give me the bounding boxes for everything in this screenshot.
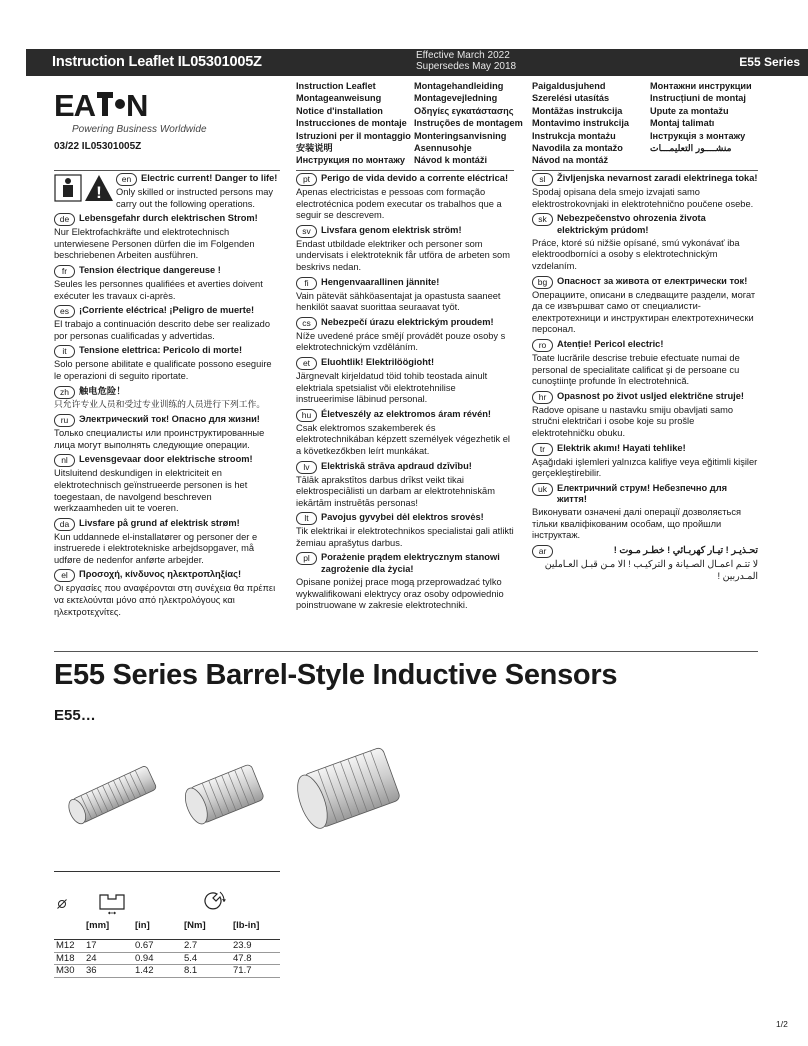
warning-body: Opisane poniżej prace mogą przeprowadzać tylko wykwalifikowani elektrycy oraz osoby odpowiednio poinstruowane w zakresie elektrotechniki.: [296, 577, 504, 611]
warning-body: Csak elektromos szakemberek és elektrotechnikában képzett személyek végezhetik el a következőkben leírt munkákat.: [296, 422, 510, 456]
warning-title: Opasnost po život usljed električne struje!: [557, 390, 745, 401]
lang-code: da: [54, 518, 75, 531]
warning-title: Elektriskā strāva apdraud dzīvību!: [321, 460, 472, 471]
warning-body: Práce, ktoré sú nižšie opísané, smú vykonávať iba elektroodborníci a osoby s elektrotechnickým vzdelaním.: [532, 237, 740, 271]
warning-lv: [296, 461, 514, 510]
ml-title: Szerelési utasítás: [532, 93, 610, 104]
warning-nl: [54, 454, 280, 514]
warning-bg: [532, 276, 758, 336]
col-header-mm: [mm]: [86, 920, 110, 932]
ml-title: Instruction Leaflet: [296, 81, 376, 91]
warning-title: Levensgevaar door elektrische stroom!: [79, 454, 253, 465]
col-header-in: [in]: [135, 920, 150, 932]
col-header-lb-in: [lb-in]: [233, 920, 260, 932]
lang-code: tr: [532, 443, 553, 456]
warning-body: Järgnevalt kirjeldatud töid tohib teostada ainult elektriala spetsialist või elektrotehnilise instrueerimise läbinud personal.: [296, 370, 488, 405]
svg-text:N: N: [126, 89, 149, 119]
warning-ar: [532, 545, 758, 582]
lang-code: pl: [296, 552, 317, 565]
cell: 2.7: [182, 940, 231, 953]
warning-body: لا تتـم اعمـال الصـيانة و التركيـب ! الا مـن قبـل العـاملين المـدربين !: [544, 559, 758, 581]
cell: 17: [84, 940, 133, 953]
supersedes-date: Supersedes May 2018: [416, 61, 517, 72]
ml-title: Instrucțiuni de montaj: [650, 93, 746, 104]
table-row: [54, 965, 280, 978]
lang-code: hr: [532, 391, 553, 404]
col-header-nm: [Nm]: [184, 920, 206, 932]
ml-title: Montavimo instrukcija: [532, 118, 629, 129]
ml-title: Instruções de montagem: [414, 118, 523, 129]
ml-title: Navodila za montažo: [532, 143, 623, 154]
warning-body: Tālāk aprakstītos darbus drīkst veikt tikai elektrospeciālisti un darbam ar elektrotehniskām iekārtām instruētās personas!: [296, 474, 495, 508]
ml-titles-col-4: [650, 80, 770, 154]
warning-lt: [296, 512, 514, 549]
lang-code: es: [54, 305, 75, 318]
warning-title: Atenție! Pericol electric!: [557, 338, 664, 349]
effective-date: Effective March 2022: [416, 50, 510, 61]
cell: 23.9: [231, 940, 280, 953]
diameter-icon: [56, 898, 68, 910]
warning-title: Življenjska nevarnost zaradi elektrinega toka!: [557, 173, 758, 183]
warning-title: Elektrik akımı! Hayati tehlike!: [557, 442, 686, 453]
ml-titles-col-2: [414, 80, 532, 167]
warning-title: 触电危险！: [79, 385, 126, 396]
warning-body: Toate lucrările descrise trebuie efectuate numai de personal de specialitate calificat şi de persoane cu cunoştiinţe profunde în electrotehnică.: [532, 352, 740, 387]
effective-dates: [416, 50, 516, 72]
warning-title: Eluohtlik! Elektrilöögioht!: [321, 356, 435, 367]
warning-title: تحـذيـر ! تيـار كهربـائي ! خطـر مـوت !: [613, 545, 758, 556]
warning-body: 只允许专业人员和受过专业训练的人员进行下列工作。: [54, 399, 266, 410]
cell: 8.1: [182, 965, 231, 978]
warning-hr: [532, 391, 758, 440]
warning-pl: [296, 552, 514, 611]
ml-title: Notice d'installation: [296, 105, 383, 116]
warning-title: Προσοχή, κίνδυνος ηλεκτροπληξίας!: [79, 569, 242, 580]
eaton-logo: [54, 89, 152, 124]
warning-sk: [532, 213, 758, 272]
warning-hu: [296, 409, 514, 458]
wrench-size-icon: [94, 891, 130, 917]
warning-body: Níže uvedené práce smějí provádět pouze osoby s elektrotechnickým vzděláním.: [296, 330, 506, 353]
lang-code: de: [54, 213, 75, 226]
sensor-m18-illustration: [176, 753, 276, 835]
warning-es: [54, 305, 280, 342]
ml-title: Montageanweisung: [296, 93, 382, 104]
ml-title: Instrucciones de montaje: [296, 118, 407, 129]
warning-uk: [532, 483, 758, 542]
lang-code: zh: [54, 386, 75, 399]
warning-title: Nebezpečenstvo ohrozenia života elektrickým prúdom!: [557, 213, 706, 235]
warning-en: [54, 173, 280, 210]
ml-title: Montaj talimatı: [650, 118, 715, 129]
ml-title: Инструкция по монтажу: [296, 155, 405, 166]
ml-title: منشــــور التعليمـــات: [650, 143, 732, 154]
warning-title: Livsfara genom elektrisk ström!: [321, 224, 462, 235]
warning-title: Hengenvaarallinen jännite!: [321, 276, 440, 287]
table-row: [54, 940, 280, 953]
lang-code: ro: [532, 339, 553, 352]
warning-col-1: [54, 173, 280, 621]
warning-title: Електричний струм! Небезпечно для життя!: [557, 482, 728, 505]
cell: 47.8: [231, 952, 280, 965]
warning-fi: [296, 277, 514, 314]
table-row: [54, 952, 280, 965]
lang-code: sk: [532, 213, 553, 226]
cell: 0.67: [133, 940, 182, 953]
lang-code: el: [54, 569, 75, 582]
cell: 24: [84, 952, 133, 965]
ml-title: Návod k montáži: [414, 155, 488, 166]
svg-text:!: !: [96, 183, 102, 202]
divider: [532, 170, 758, 171]
lang-code: en: [116, 173, 137, 186]
leaflet-title: Instruction Leaflet IL05301005Z: [52, 54, 262, 70]
sensor-m30-illustration: [286, 732, 414, 844]
warning-body: Nur Elektrofachkräfte und elektrotechnisch unterwiesene Personen dürfen die im Folgenden beschriebenen Arbeiten ausführen.: [54, 227, 255, 261]
lang-code: nl: [54, 454, 75, 467]
warning-ru: [54, 414, 280, 451]
warning-it: [54, 345, 280, 382]
warning-body: Endast utbildade elektriker och personer som undervisats i elektroteknik får utföra de arbeten som beskrivs nedan.: [296, 238, 510, 272]
warning-tr: [532, 443, 758, 480]
cell: 5.4: [182, 952, 231, 965]
lang-code: pt: [296, 173, 317, 186]
ml-title: Montagevejledning: [414, 93, 498, 104]
lang-code: fi: [296, 277, 317, 290]
warning-title: Lebensgefahr durch elektrischen Strom!: [79, 213, 258, 224]
warning-title: Электрический ток! Опасно для жизни!: [79, 414, 260, 425]
lang-code: lv: [296, 461, 317, 474]
warning-body: Виконувати означені далі операції дозволяється тільки кваліфікованим особам, що пройшли інструктаж.: [532, 507, 742, 541]
ml-title: 安装说明: [296, 143, 333, 154]
warning-body: Vain pätevät sähköasentajat ja opastusta saaneet henkilöt saavat suorittaa seuraavat työt.: [296, 290, 501, 313]
warning-da: [54, 518, 280, 567]
warning-title: ¡Corriente eléctrica! ¡Peligro de muerte!: [79, 305, 255, 316]
header-bar: [26, 49, 808, 76]
warning-body: Οι εργασίες που αναφέρονται στη συνέχεια θα πρέπει να εκτελούνται μόνο από ηλεκτρολόγους και ηλεκτροτεχνίτες.: [54, 583, 276, 617]
ml-title: Монтажни инструкции: [650, 81, 752, 91]
warning-title: Porażenie prądem elektrycznym stanowi zagrożenie dla życia!: [321, 552, 500, 575]
cell: 0.94: [133, 952, 182, 965]
cell: M12: [54, 940, 84, 953]
ml-title: Інструкція з монтажу: [650, 130, 746, 141]
sensor-m12-illustration: [54, 752, 172, 840]
series-label: E55 Series: [739, 55, 800, 69]
warning-col-2: [296, 173, 514, 615]
warning-cs: [296, 317, 514, 354]
ml-title: Asennusohje: [414, 143, 472, 154]
warning-sv: [296, 225, 514, 274]
ml-title: Monteringsanvisning: [414, 130, 507, 141]
ml-titles-col-3: [532, 80, 650, 167]
spec-table-grid: [54, 920, 280, 978]
divider: [54, 871, 280, 872]
cell: 71.7: [231, 965, 280, 978]
ml-title: Paigaldusjuhend: [532, 81, 606, 91]
warning-body: Only skilled or instructed persons may carry out the following operations.: [116, 187, 274, 209]
warning-body: Только специалисты или проинструктированные лица могут выполнять следующие операции.: [54, 428, 265, 450]
brand-tagline: Powering Business Worldwide: [72, 124, 207, 135]
cell: M30: [54, 965, 84, 978]
ml-title: Návod na montáž: [532, 155, 609, 166]
lang-code: bg: [532, 276, 553, 289]
lang-code: uk: [532, 483, 553, 496]
page-number: 1/2: [776, 1019, 788, 1029]
warning-icons: [54, 173, 114, 203]
warning-body: Radove opisane u nastavku smiju obavljati samo stručni električari i osobe koje su prošle elektrotehničku obuku.: [532, 404, 734, 438]
warning-fr: [54, 265, 280, 302]
ml-titles-col-1: [296, 80, 414, 167]
warning-body: Apenas electricistas e pessoas com formação electrotécnica podem executar os trabalhos que a seguir se descrevem.: [296, 187, 502, 221]
warning-title: Pavojus gyvybei dėl elektros srovės!: [321, 512, 484, 523]
warning-body: Tik elektrikai ir elektrotechnikos specialistai gali atlikti žemiau aprašytus darbus.: [296, 526, 514, 548]
doc-number: 03/22 IL05301005Z: [54, 141, 142, 152]
warning-de: [54, 213, 280, 262]
warning-title: Tensione elettrica: Pericolo di morte!: [79, 345, 243, 356]
cell: 1.42: [133, 965, 182, 978]
warning-title: Életveszély az elektromos áram révén!: [321, 408, 492, 419]
warning-body: Aşağıdaki işlemleri yalnızca kalifiye veya eğitimli kişiler gerçekleştirebilir.: [532, 456, 758, 479]
cell: M18: [54, 952, 84, 965]
warning-et: [296, 357, 514, 406]
warning-body: Solo persone abilitate e qualificate possono eseguire le operazioni di seguito riportate.: [54, 359, 272, 381]
warning-el: [54, 569, 280, 618]
warning-ro: [532, 339, 758, 388]
warning-body: Kun uddannede el-installatører og personer der e instruerede i elektrotekniske arbejdsopgaver, må udføre de nedenfor anførte arbejder.: [54, 531, 258, 565]
divider: [54, 170, 280, 171]
ml-title: Montagehandleiding: [414, 81, 504, 91]
lang-code: it: [54, 345, 75, 358]
lang-code: hu: [296, 409, 317, 422]
warning-title: Опасност за живота от електрически ток!: [557, 275, 748, 286]
cell: 36: [84, 965, 133, 978]
ml-title: Upute za montažu: [650, 105, 729, 116]
warning-col-3: [532, 173, 758, 585]
lang-code: sv: [296, 225, 317, 238]
ml-title: Istruzioni per il montaggio: [296, 130, 411, 141]
warning-body: Spodaj opisana dela smejo izvajati samo elektrostrokovnjaki in elektrotehnično poučene osebe.: [532, 187, 754, 209]
product-title: E55 Series Barrel-Style Inductive Sensors: [54, 659, 618, 691]
warning-zh: [54, 386, 280, 412]
ml-title: Montāžas instrukcija: [532, 105, 623, 116]
divider: [54, 651, 758, 652]
logo-wordmark: EA: [54, 89, 96, 119]
warning-body: Операциите, описани в следващите раздели, могат да се извършват само от специалисти-електротехници и инструктиран електротехнически персонал.: [532, 289, 756, 335]
lang-code: et: [296, 357, 317, 370]
ml-title: Instrukcja montażu: [532, 130, 616, 141]
ml-title: Οδηγίες εγκατάστασης: [414, 105, 514, 116]
product-subtitle: E55…: [54, 707, 96, 724]
warning-body: El trabajo a continuación descrito debe ser realizado por personas cualificadas y advertidas.: [54, 319, 271, 341]
warning-body: Uitsluitend deskundigen in elektriciteit en elektrotechnisch geïnstrueerde personen is het toegestaan, de navolgend beschreven werkzaamheden uit te voeren.: [54, 468, 248, 514]
warning-title: Perigo de vida devido a corrente eléctrica!: [321, 173, 509, 183]
lang-code: ru: [54, 414, 75, 427]
torque-wrench-icon: [200, 889, 230, 917]
lang-code: ar: [532, 545, 553, 558]
warning-body: Seules les personnes qualifiées et averties doivent exécuter les travaux ci-après.: [54, 278, 263, 301]
lang-code: sl: [532, 173, 553, 186]
warning-sl: [532, 173, 758, 210]
lang-code: cs: [296, 317, 317, 330]
warning-pt: [296, 173, 514, 222]
warning-title: Livsfare på grund af elektrisk strøm!: [79, 517, 240, 528]
warning-title: Electric current! Danger to life!: [141, 173, 278, 183]
divider: [296, 170, 514, 171]
lang-code: fr: [54, 265, 75, 278]
warning-title: Tension électrique dangereuse !: [79, 264, 221, 275]
warning-title: Nebezpečí úrazu elektrickým proudem!: [321, 316, 494, 327]
lang-code: lt: [296, 512, 317, 525]
